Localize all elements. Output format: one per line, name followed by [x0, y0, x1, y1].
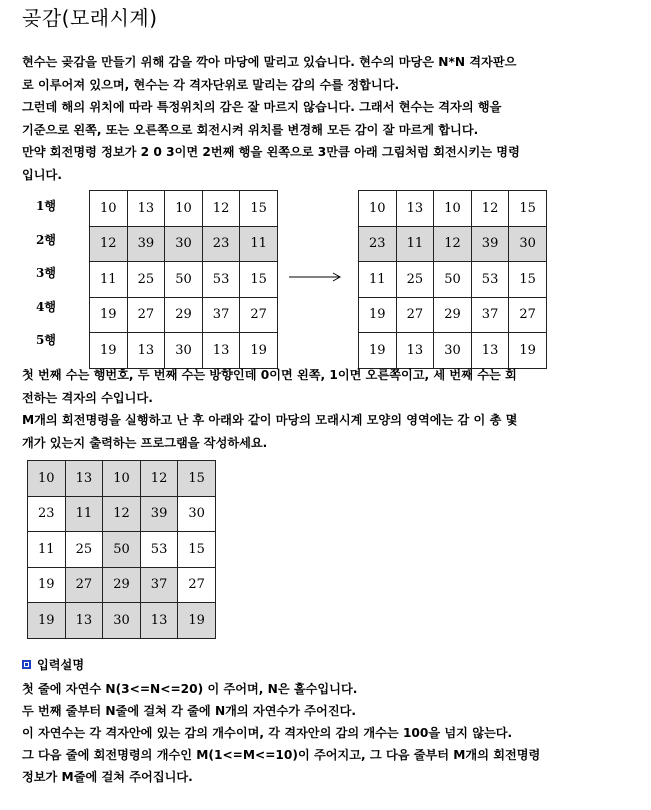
grid-cell: 15: [240, 191, 278, 227]
grid-row: [90, 297, 278, 333]
grid-cell: 27: [396, 297, 434, 333]
grid-cell: 12: [103, 496, 141, 532]
grid-cell: 13: [127, 333, 165, 369]
right-arrow-icon: [289, 271, 342, 283]
grid-cell: 19: [240, 333, 278, 369]
grid-cell: 19: [359, 333, 397, 369]
text-line: M개의 회전명령을 실행하고 난 후 아래와 같이 마당의 모래시계 모양의 영역에는 감 이 총 몇: [22, 413, 518, 427]
grid-row: [90, 191, 278, 227]
text-line: 첫 줄에 자연수 N(3<=N<=20) 이 주어며, N은 홀수입니다.: [22, 682, 358, 696]
input-section-heading: [22, 656, 84, 673]
grid-cell: 10: [359, 191, 397, 227]
square-bullet-icon: [22, 660, 31, 669]
grid-cell: 39: [471, 226, 509, 262]
grid-cell: 39: [140, 496, 178, 532]
grid-cell: 37: [202, 297, 240, 333]
grid-cell: 13: [127, 191, 165, 227]
grid-cell: 23: [359, 226, 397, 262]
grid-cell: 15: [509, 191, 547, 227]
grid-cell: 13: [140, 603, 178, 639]
grid-row: [28, 532, 216, 568]
grid-cell: 30: [509, 226, 547, 262]
paragraph-2: [22, 364, 632, 454]
grid-cell: 19: [90, 333, 128, 369]
grid-row: [90, 333, 278, 369]
grid-cell: 15: [509, 262, 547, 298]
grid-row: [28, 461, 216, 497]
grid-cell: 29: [434, 297, 472, 333]
grid-cell: 27: [509, 297, 547, 333]
row-label: 1행: [36, 199, 56, 213]
text-line: 그런데 해의 위치에 따라 특정위치의 감은 잘 마르지 않습니다. 그래서 현수는 격자의 행을: [22, 100, 502, 114]
grid-cell: 25: [127, 262, 165, 298]
row-label: 5행: [36, 333, 56, 347]
grid-row: [359, 333, 547, 369]
grid-cell: 11: [28, 532, 66, 568]
text-line: 정보가 M줄에 걸쳐 주어집니다.: [22, 770, 193, 784]
text-line: 기준으로 왼쪽, 또는 오른쪽으로 회전시켜 위치를 변경해 모든 감이 잘 마르게 합니다.: [22, 122, 479, 137]
row-label: 3행: [36, 266, 56, 280]
grid-cell: 10: [103, 461, 141, 497]
grid-cell: 27: [65, 567, 103, 603]
grid-cell: 10: [434, 191, 472, 227]
grid-cell: 10: [90, 191, 128, 227]
grid-row: [28, 496, 216, 532]
grid-cell: 50: [434, 262, 472, 298]
grid-cell: 12: [434, 226, 472, 262]
grid-cell: 13: [396, 191, 434, 227]
grid-cell: 19: [28, 603, 66, 639]
grid-cell: 23: [28, 496, 66, 532]
grid-row: [28, 603, 216, 639]
grid-cell: 19: [28, 567, 66, 603]
grid-cell: 10: [165, 191, 203, 227]
grid-cell: 12: [471, 191, 509, 227]
grid-cell: 25: [65, 532, 103, 568]
grid-cell: 11: [240, 226, 278, 262]
input-heading-label: 입력설명: [37, 658, 85, 672]
grid-cell: 12: [202, 191, 240, 227]
page-title: 곶감(모래시계): [22, 6, 158, 30]
grid-cell: 13: [65, 603, 103, 639]
grid-cell: 27: [240, 297, 278, 333]
text-line: 개가 있는지 출력하는 프로그램을 작성하세요.: [22, 435, 268, 450]
grid-cell: 53: [140, 532, 178, 568]
grid-cell: 53: [471, 262, 509, 298]
grid-cell: 50: [103, 532, 141, 568]
grid-cell: 25: [396, 262, 434, 298]
grid-cell: 30: [103, 603, 141, 639]
grid-cell: 53: [202, 262, 240, 298]
grid-cell: 13: [396, 333, 434, 369]
paragraph-1: [22, 51, 632, 186]
grid-cell: 23: [202, 226, 240, 262]
grid-cell: 29: [103, 567, 141, 603]
grid-cell: 19: [359, 297, 397, 333]
grid-row: [359, 191, 547, 227]
text-line: 이 자연수는 각 격자안에 있는 감의 개수이며, 각 격자안의 감의 개수는 100을 넘지 않는다.: [22, 726, 513, 740]
grid-cell: 13: [202, 333, 240, 369]
grid-cell: 11: [396, 226, 434, 262]
grid-after-rotation: [358, 190, 547, 369]
grid-cell: 12: [90, 226, 128, 262]
grid-cell: 27: [178, 567, 216, 603]
grid-cell: 13: [65, 461, 103, 497]
grid-hourglass: [27, 460, 216, 639]
text-line: 입니다.: [22, 167, 62, 182]
text-line: 전하는 격자의 수입니다.: [22, 390, 153, 405]
grid-cell: 39: [127, 226, 165, 262]
grid-cell: 13: [471, 333, 509, 369]
grid-row: [359, 226, 547, 262]
grid-cell: 11: [90, 262, 128, 298]
text-line: 만약 회전명령 정보가 2 0 3이면 2번째 행을 왼쪽으로 3만큼 아래 그림처럼 회전시키는 명령: [22, 145, 520, 159]
grid-cell: 19: [178, 603, 216, 639]
text-line: 현수는 곶감을 만들기 위해 감을 깍아 마당에 말리고 있습니다. 현수의 마당은 N*N 격자판으: [22, 55, 517, 69]
row-label: 4행: [36, 299, 56, 314]
row-label: 2행: [36, 232, 56, 247]
grid-cell: 37: [140, 567, 178, 603]
grid-cell: 30: [178, 496, 216, 532]
grid-row: [90, 226, 278, 262]
grid-cell: 10: [28, 461, 66, 497]
text-line: 두 번째 줄부터 N줄에 걸쳐 각 줄에 N개의 자연수가 주어진다.: [22, 704, 356, 718]
grid-cell: 15: [240, 262, 278, 298]
grid-cell: 50: [165, 262, 203, 298]
grid-before-rotation: [89, 190, 278, 369]
grid-cell: 11: [65, 496, 103, 532]
grid-cell: 15: [178, 461, 216, 497]
text-line: 로 이루어져 있으며, 현수는 각 격자단위로 말리는 감의 수를 정합니다.: [22, 77, 400, 92]
grid-cell: 19: [90, 297, 128, 333]
grid-row: [90, 262, 278, 298]
grid-cell: 29: [165, 297, 203, 333]
text-line: 첫 번째 수는 행번호, 두 번째 수는 방향인데 0이면 왼쪽, 1이면 오른쪽이고, 세 번째 수는 회: [22, 368, 517, 382]
grid-row: [359, 297, 547, 333]
grid-cell: 30: [165, 226, 203, 262]
row-labels: [36, 190, 56, 358]
grid-cell: 27: [127, 297, 165, 333]
grid-row: [28, 567, 216, 603]
grid-cell: 30: [165, 333, 203, 369]
grid-row: [359, 262, 547, 298]
input-description: [22, 678, 632, 788]
grid-cell: 12: [140, 461, 178, 497]
grid-cell: 19: [509, 333, 547, 369]
grid-cell: 37: [471, 297, 509, 333]
grid-cell: 30: [434, 333, 472, 369]
grid-cell: 11: [359, 262, 397, 298]
grid-cell: 15: [178, 532, 216, 568]
text-line: 그 다음 줄에 회전명령의 개수인 M(1<=M<=10)이 주어지고, 그 다음 줄부터 M개의 회전명령: [22, 748, 541, 762]
